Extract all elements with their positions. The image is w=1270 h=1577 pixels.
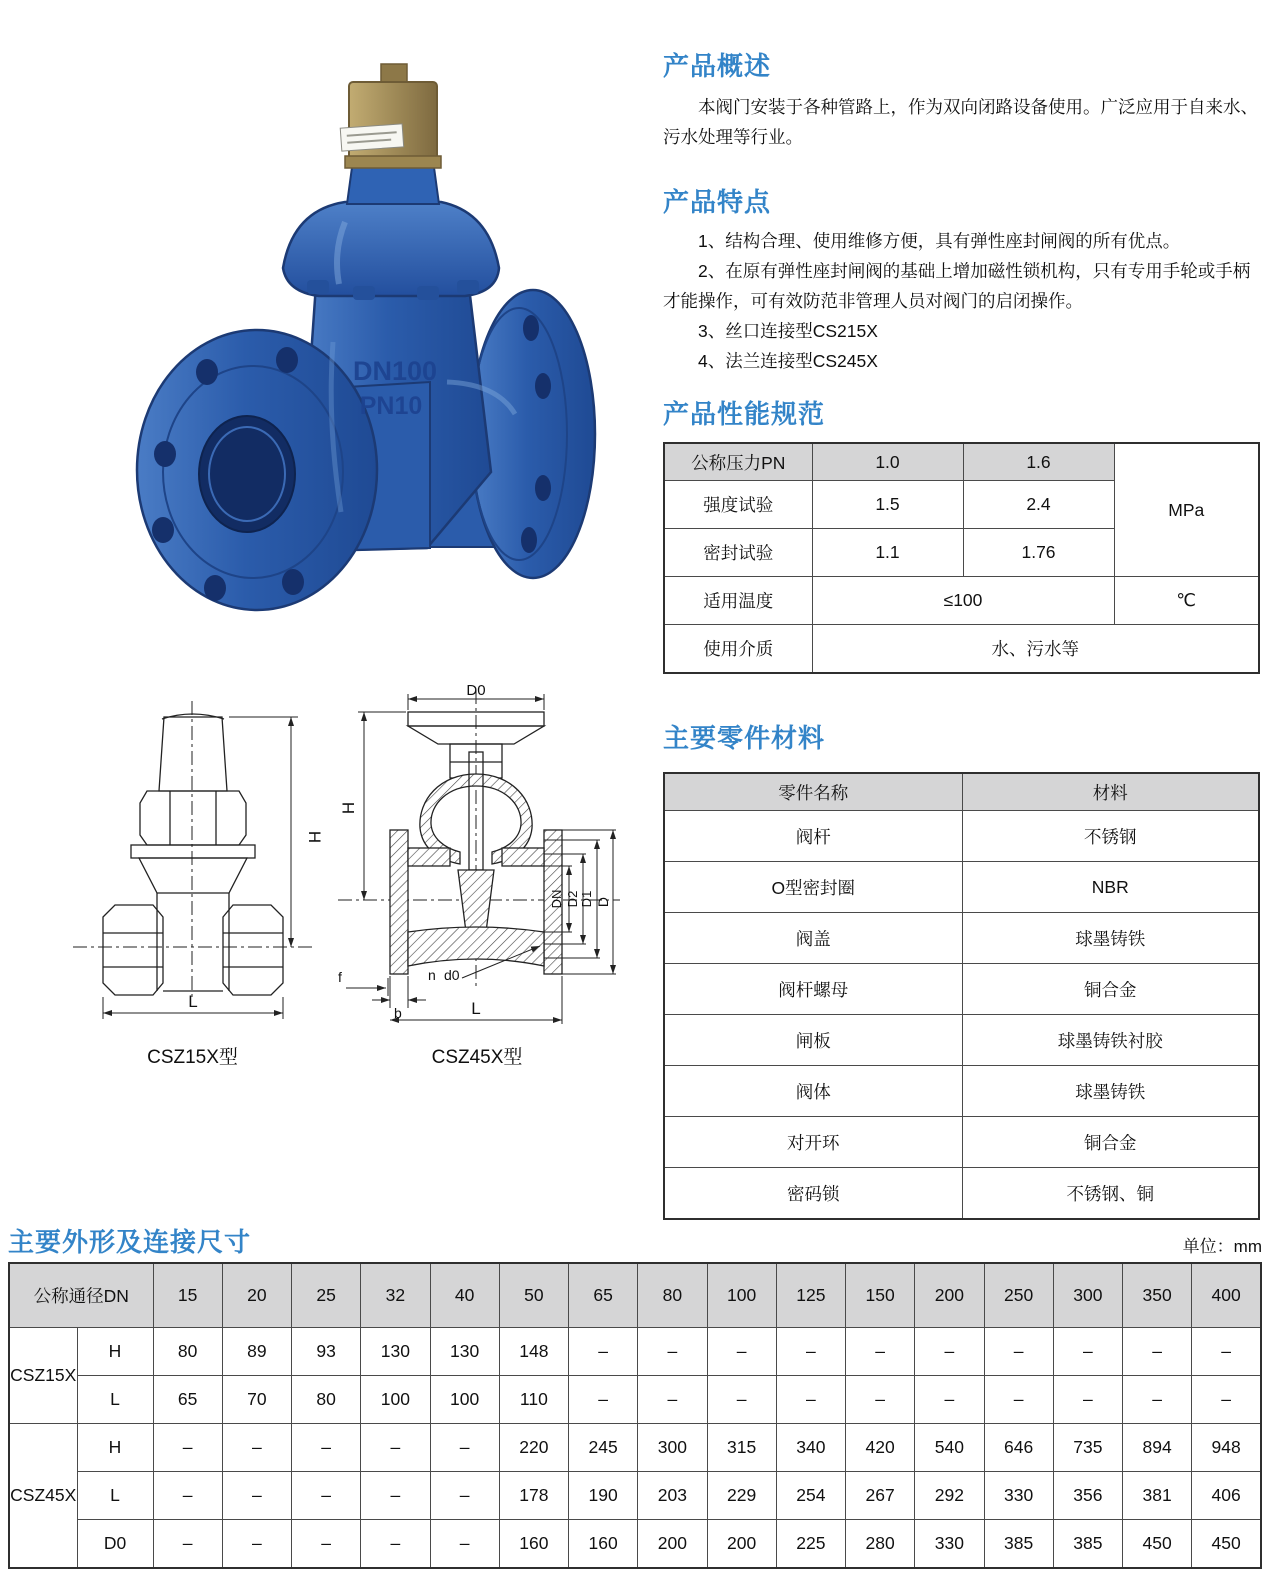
performance-table	[663, 442, 1260, 674]
dims-value-cell: 225	[776, 1520, 845, 1569]
perf-temp-value: ≤100	[812, 577, 1114, 625]
materials-part-cell: O型密封圈	[664, 862, 962, 913]
dims-value-cell: –	[222, 1424, 291, 1472]
dims-value-cell: –	[153, 1520, 222, 1569]
dims-body	[9, 1328, 1261, 1569]
dims-value-cell: 646	[984, 1424, 1053, 1472]
materials-material-cell: 不锈钢、铜	[962, 1168, 1259, 1220]
dims-value-cell: –	[846, 1328, 915, 1376]
dims-value-cell: 100	[430, 1376, 499, 1424]
dims-param-cell: L	[77, 1472, 153, 1520]
perf-temp-label: 适用温度	[664, 577, 812, 625]
dims-value-cell: 89	[222, 1328, 291, 1376]
drawing-csz15x	[65, 695, 324, 1035]
dims-row	[9, 1472, 1261, 1520]
perf-row-pn	[664, 443, 1259, 481]
perf-pn-value: 1.0	[812, 443, 963, 481]
bonnet-taper	[139, 858, 247, 893]
dims-param-cell: D0	[77, 1520, 153, 1569]
dims-value-cell: –	[292, 1424, 361, 1472]
materials-row	[664, 1015, 1259, 1066]
materials-row	[664, 1168, 1259, 1220]
dims-value-cell: 420	[846, 1424, 915, 1472]
dims-value-cell: 315	[707, 1424, 776, 1472]
materials-part-cell: 阀体	[664, 1066, 962, 1117]
materials-row	[664, 862, 1259, 913]
dims-value-cell: –	[984, 1376, 1053, 1424]
dims-dn-header: 65	[569, 1263, 638, 1328]
dims-param-cell: H	[77, 1328, 153, 1376]
materials-row	[664, 964, 1259, 1015]
dim-label-d0-top: D0	[466, 682, 486, 699]
dims-value-cell: –	[153, 1472, 222, 1520]
dims-value-cell: 200	[638, 1520, 707, 1569]
dims-model-cell: CSZ45X	[9, 1424, 77, 1569]
perf-seal-value: 1.76	[963, 529, 1114, 577]
dims-model-cell: CSZ15X	[9, 1328, 77, 1424]
dims-value-cell: 190	[569, 1472, 638, 1520]
dims-value-cell: 245	[569, 1424, 638, 1472]
dims-value-cell: 406	[1192, 1472, 1261, 1520]
dim-label-h: H	[339, 801, 358, 815]
hex-gland	[140, 791, 246, 845]
dims-dn-header: 100	[707, 1263, 776, 1328]
dim-label-h: H	[305, 830, 324, 844]
dims-value-cell: 229	[707, 1472, 776, 1520]
dims-value-cell: 735	[1053, 1424, 1122, 1472]
section-title-dimensions: 主要外形及连接尺寸	[8, 1227, 252, 1257]
dim-label-d: D	[595, 896, 611, 908]
perf-seal-label: 密封试验	[664, 529, 812, 577]
dims-value-cell: 100	[361, 1376, 430, 1424]
dims-value-cell: –	[569, 1328, 638, 1376]
dims-value-cell: 267	[846, 1472, 915, 1520]
dims-value-cell: 292	[915, 1472, 984, 1520]
dims-value-cell: 130	[430, 1328, 499, 1376]
feature-item: 3、丝口连接型CS215X	[698, 321, 878, 342]
overview-paragraph	[663, 92, 1263, 152]
dims-value-cell: 381	[1123, 1472, 1192, 1520]
dim-label-d2: D2	[565, 890, 580, 908]
materials-material-cell: 球墨铸铁	[962, 913, 1259, 964]
dims-value-cell: 330	[915, 1520, 984, 1569]
dims-value-cell: –	[846, 1376, 915, 1424]
dims-value-cell: 356	[1053, 1472, 1122, 1520]
perf-seal-value: 1.1	[812, 529, 963, 577]
dim-label-d1: D1	[579, 890, 594, 908]
dims-value-cell: 203	[638, 1472, 707, 1520]
dim-label-dn: DN	[549, 889, 564, 909]
materials-part-cell: 阀盖	[664, 913, 962, 964]
dims-value-cell: –	[153, 1424, 222, 1472]
materials-row	[664, 1066, 1259, 1117]
pipe-wall-top-right	[502, 848, 544, 866]
materials-material-cell: 不锈钢	[962, 811, 1259, 862]
materials-part-cell: 密码锁	[664, 1168, 962, 1220]
drawing-caption-csz15x: CSZ15X型	[147, 1047, 238, 1068]
materials-part-cell: 阀杆	[664, 811, 962, 862]
feature-item: 1、结构合理、使用维修方便，具有弹性座封闸阀的所有优点。	[698, 231, 1181, 251]
dims-value-cell: –	[1192, 1376, 1261, 1424]
perf-medium-label: 使用介质	[664, 625, 812, 674]
materials-material-cell: 球墨铸铁衬胶	[962, 1015, 1259, 1066]
dims-value-cell: –	[569, 1376, 638, 1424]
dims-value-cell: 894	[1123, 1424, 1192, 1472]
dims-value-cell: –	[292, 1520, 361, 1569]
dims-value-cell: –	[1123, 1376, 1192, 1424]
drawing-caption-csz45x: CSZ45X型	[431, 1047, 523, 1068]
materials-material-header: 材料	[962, 773, 1259, 811]
feature-item: 4、法兰连接型CS245X	[698, 351, 878, 372]
dims-value-cell: –	[292, 1472, 361, 1520]
dim-label-d0-small: d0	[444, 967, 460, 983]
dims-param-cell: L	[77, 1376, 153, 1424]
dims-value-cell: 160	[569, 1520, 638, 1569]
materials-material-cell: 铜合金	[962, 1117, 1259, 1168]
dims-dn-header: 200	[915, 1263, 984, 1328]
dims-value-cell: –	[1123, 1328, 1192, 1376]
gland-flange	[131, 845, 255, 858]
materials-body	[664, 811, 1259, 1220]
perf-pn-label: 公称压力PN	[664, 443, 812, 481]
dims-dn-header: 15	[153, 1263, 222, 1328]
dims-header-row	[9, 1263, 1261, 1328]
materials-row	[664, 1117, 1259, 1168]
dims-corner-header: 公称通径DN	[9, 1263, 153, 1328]
dims-value-cell: –	[776, 1328, 845, 1376]
dims-row	[9, 1520, 1261, 1569]
dims-value-cell: 450	[1123, 1520, 1192, 1569]
perf-medium-value: 水、污水等	[812, 625, 1259, 674]
perf-pn-value: 1.6	[963, 443, 1114, 481]
left-flange-section	[390, 830, 408, 974]
dims-value-cell: –	[915, 1376, 984, 1424]
dims-dn-header: 20	[222, 1263, 291, 1328]
dim-label-n: n	[428, 967, 436, 983]
dim-label-f: f	[338, 969, 342, 985]
product-photo	[95, 42, 600, 602]
features-list	[663, 226, 1263, 376]
dims-dn-header: 32	[361, 1263, 430, 1328]
materials-part-cell: 闸板	[664, 1015, 962, 1066]
dims-value-cell: –	[361, 1424, 430, 1472]
materials-material-cell: NBR	[962, 862, 1259, 913]
dims-value-cell: 80	[292, 1376, 361, 1424]
dims-value-cell: –	[984, 1328, 1053, 1376]
perf-strength-label: 强度试验	[664, 481, 812, 529]
dims-dn-header: 40	[430, 1263, 499, 1328]
perf-strength-value: 2.4	[963, 481, 1114, 529]
dims-value-cell: 385	[1053, 1520, 1122, 1569]
section-title-materials: 主要零件材料	[663, 723, 826, 753]
dims-value-cell: –	[915, 1328, 984, 1376]
materials-material-cell: 铜合金	[962, 964, 1259, 1015]
overview-body: 本阀门安装于各种管路上，作为双向闭路设备使用。广泛应用于自来水、污水处理等行业。	[663, 97, 1258, 148]
materials-part-header: 零件名称	[664, 773, 962, 811]
dims-dn-header: 250	[984, 1263, 1053, 1328]
dims-value-cell: –	[430, 1472, 499, 1520]
left-hex-end	[103, 905, 163, 995]
dims-value-cell: –	[430, 1424, 499, 1472]
dims-value-cell: 130	[361, 1328, 430, 1376]
dims-dn-header: 80	[638, 1263, 707, 1328]
dims-row	[9, 1328, 1261, 1376]
dims-value-cell: 110	[499, 1376, 568, 1424]
dims-value-cell: 70	[222, 1376, 291, 1424]
dims-row	[9, 1376, 1261, 1424]
dims-param-cell: H	[77, 1424, 153, 1472]
perf-row-temp	[664, 577, 1259, 625]
dims-value-cell: –	[1053, 1328, 1122, 1376]
dims-value-cell: –	[1192, 1328, 1261, 1376]
dimensions-table	[8, 1262, 1262, 1569]
dims-value-cell: –	[430, 1520, 499, 1569]
embossed-pn-text: PN10	[359, 392, 423, 420]
dims-value-cell: 450	[1192, 1520, 1261, 1569]
right-hex-end	[223, 905, 283, 995]
dims-row	[9, 1424, 1261, 1472]
dim-label-l: L	[471, 999, 481, 1018]
materials-header-row	[664, 773, 1259, 811]
unit-label: 单位：mm	[1182, 1237, 1262, 1256]
brass-cap	[349, 82, 437, 166]
section-title-performance: 产品性能规范	[663, 399, 826, 429]
dims-value-cell: 948	[1192, 1424, 1261, 1472]
body-outline	[157, 893, 229, 991]
embossed-dn-text: DN100	[352, 356, 438, 386]
dims-value-cell: –	[1053, 1376, 1122, 1424]
cap-label	[340, 124, 403, 151]
dims-value-cell: 254	[776, 1472, 845, 1520]
dim-label-b: b	[394, 1005, 402, 1021]
section-title-overview: 产品概述	[663, 51, 772, 81]
dims-value-cell: 220	[499, 1424, 568, 1472]
dims-value-cell: 540	[915, 1424, 984, 1472]
materials-part-cell: 对开环	[664, 1117, 962, 1168]
dims-value-cell: 200	[707, 1520, 776, 1569]
bore	[199, 416, 295, 532]
dims-dn-header: 350	[1123, 1263, 1192, 1328]
dims-dn-header: 400	[1192, 1263, 1261, 1328]
perf-strength-value: 1.5	[812, 481, 963, 529]
perf-temp-unit: ℃	[1114, 577, 1259, 625]
pipe-wall-top-left	[408, 848, 450, 866]
materials-row	[664, 913, 1259, 964]
dims-value-cell: –	[707, 1328, 776, 1376]
perf-row-medium	[664, 625, 1259, 674]
dims-value-cell: 300	[638, 1424, 707, 1472]
dims-value-cell: 330	[984, 1472, 1053, 1520]
dims-value-cell: 340	[776, 1424, 845, 1472]
perf-pressure-unit: MPa	[1114, 443, 1259, 577]
dims-value-cell: –	[222, 1472, 291, 1520]
dims-value-cell: 280	[846, 1520, 915, 1569]
dims-dn-header: 50	[499, 1263, 568, 1328]
dims-value-cell: 65	[153, 1376, 222, 1424]
dims-value-cell: 148	[499, 1328, 568, 1376]
drawing-csz45x	[328, 682, 626, 1034]
dims-value-cell: 93	[292, 1328, 361, 1376]
dim-label-l: L	[188, 992, 198, 1011]
materials-part-cell: 阀杆螺母	[664, 964, 962, 1015]
dims-value-cell: –	[638, 1328, 707, 1376]
dims-dn-header: 25	[292, 1263, 361, 1328]
dims-value-cell: –	[707, 1376, 776, 1424]
materials-row	[664, 811, 1259, 862]
dims-value-cell: –	[638, 1376, 707, 1424]
dims-value-cell: –	[361, 1472, 430, 1520]
gate-wedge-section	[458, 870, 494, 932]
dims-value-cell: –	[776, 1376, 845, 1424]
materials-material-cell: 球墨铸铁	[962, 1066, 1259, 1117]
dims-dn-header: 300	[1053, 1263, 1122, 1328]
materials-table	[663, 772, 1260, 1220]
stem-cap	[159, 717, 227, 791]
dims-value-cell: –	[222, 1520, 291, 1569]
dims-dn-header: 125	[776, 1263, 845, 1328]
dims-value-cell: 80	[153, 1328, 222, 1376]
dims-value-cell: 385	[984, 1520, 1053, 1569]
feature-item: 2、在原有弹性座封闸阀的基础上增加磁性锁机构，只有专用手轮或手柄才能操作，可有效防范非管理人员对阀门的启闭操作。	[663, 261, 1251, 312]
section-title-features: 产品特点	[663, 187, 772, 217]
dims-value-cell: 160	[499, 1520, 568, 1569]
dims-dn-header: 150	[846, 1263, 915, 1328]
valve-photo-illustration	[95, 42, 600, 602]
dims-value-cell: –	[361, 1520, 430, 1569]
dims-value-cell: 178	[499, 1472, 568, 1520]
